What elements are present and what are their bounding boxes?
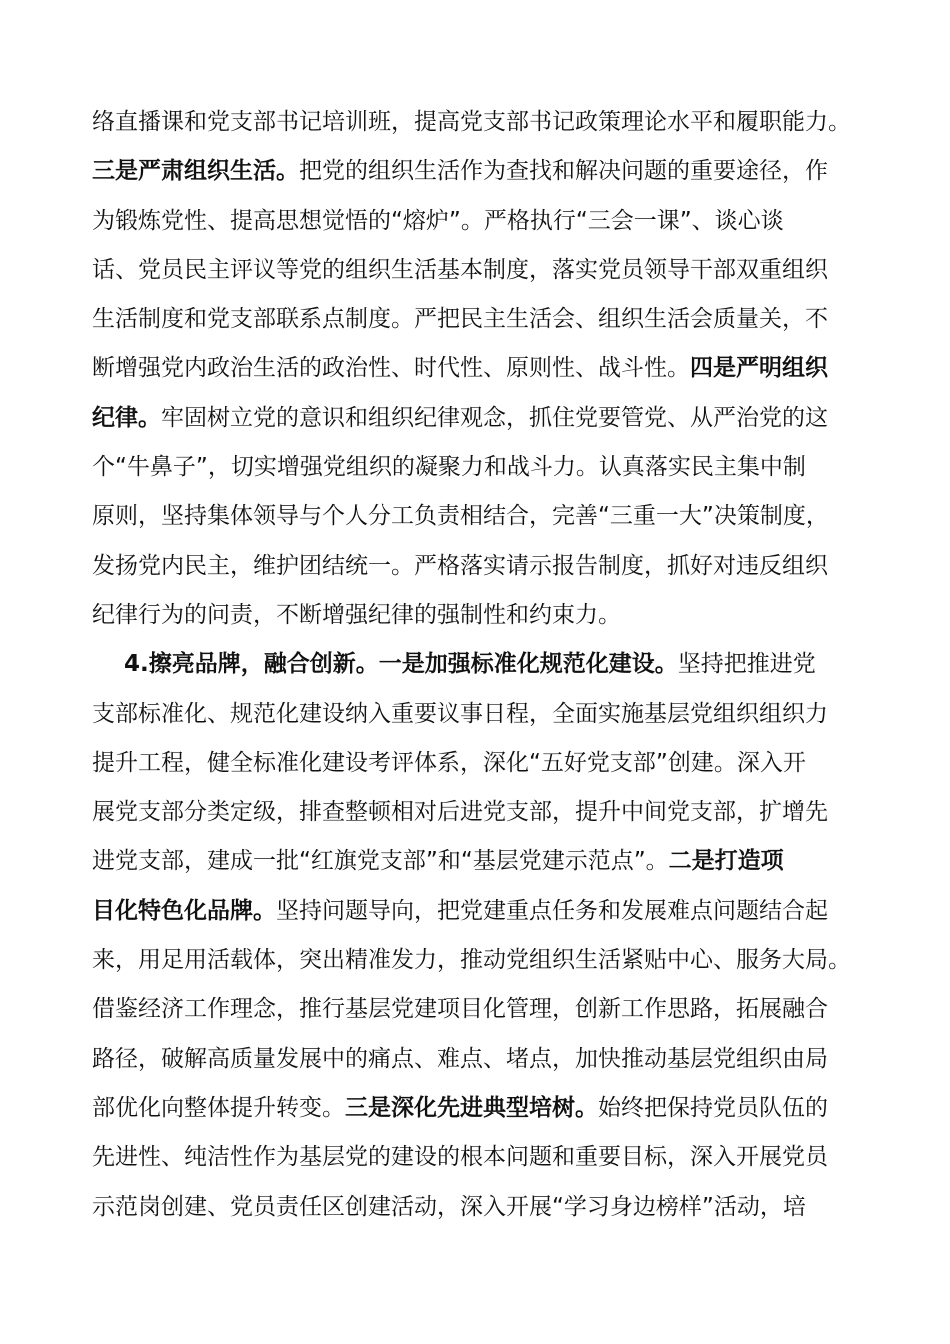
bold-heading-text: 四是严明组织: [690, 355, 828, 382]
text-line: [92, 492, 860, 541]
bold-heading-text: 二是打造项: [668, 848, 784, 875]
text-line: [92, 1084, 860, 1133]
text-line: [92, 98, 860, 147]
paragraph-text: 原则，坚持集体领导与个人分工负责相结合，完善“三重一大”决策制度，: [92, 503, 829, 530]
text-line: [92, 197, 860, 246]
paragraph-text: 断增强党内政治生活的政治性、时代性、原则性、战斗性。: [92, 355, 690, 382]
bold-heading-text: 三是深化先进典型培树。: [345, 1094, 598, 1121]
paragraph-text: 络直播课和党支部书记培训班，提高党支部书记政策理论水平和履职能力。: [92, 109, 851, 135]
text-line: [92, 690, 860, 739]
paragraph-text: 为锻炼党性、提高思想觉悟的“熔炉”。严格执行“三会一课”、谈心谈: [92, 207, 784, 234]
paragraph-text: 借鉴经济工作理念，推行基层党建项目化管理，创新工作思路，拓展融合: [92, 996, 828, 1023]
paragraph-text: 展党支部分类定级，排查整顿相对后进党支部，提升中间党支部，扩增先: [92, 799, 828, 826]
text-line: [92, 739, 860, 788]
text-line: [92, 936, 860, 985]
text-line: [92, 394, 860, 443]
text-line: [92, 887, 860, 936]
text-line: [92, 640, 860, 689]
paragraph-text: 纪律行为的问责，不断增强纪律的强制性和约束力。: [92, 601, 621, 628]
bold-heading-text: 目化特色化品牌。: [92, 897, 276, 924]
paragraph-text: 提升工程，健全标准化建设考评体系，深化“五好党支部”创建。深入开: [92, 749, 806, 776]
text-line: [92, 1183, 860, 1232]
paragraph-text: 个“牛鼻子”，切实增强党组织的凝聚力和战斗力。认真落实民主集中制: [92, 454, 806, 481]
bold-heading-text: 三是严肃组织生活。: [92, 158, 299, 185]
text-line: [92, 295, 860, 344]
paragraph-text: 进党支部，建成一批“红旗党支部”和“基层党建示范点”。: [92, 848, 669, 875]
body-text: [92, 98, 860, 1232]
text-line: [92, 1133, 860, 1182]
text-line: [92, 1035, 860, 1084]
paragraph-text: 示范岗创建、党员责任区创建活动，深入开展“学习身边榜样”活动，培: [92, 1193, 806, 1220]
text-line: [92, 837, 860, 886]
text-line: [92, 344, 860, 393]
text-line: [92, 788, 860, 837]
text-line: [92, 591, 860, 640]
text-line: [92, 147, 860, 196]
paragraph-text: 坚持问题导向，把党建重点任务和发展难点问题结合起: [276, 897, 828, 924]
text-line: [92, 542, 860, 591]
paragraph-text: 先进性、纯洁性作为基层党的建设的根本问题和重要目标，深入开展党员: [92, 1144, 828, 1171]
text-line: [92, 985, 860, 1034]
text-line: [92, 443, 860, 492]
paragraph-text: 发扬党内民主，维护团结统一。严格落实请示报告制度，抓好对违反组织: [92, 552, 828, 579]
paragraph-text: 牢固树立党的意识和组织纪律观念，抓住党要管党、从严治党的这: [161, 404, 828, 431]
bold-heading-text: 4.擦亮品牌，融合创新。一是加强标准化规范化建设。: [124, 651, 678, 678]
paragraph-text: 坚持把推进党: [677, 651, 816, 678]
paragraph-text: 来，用足用活载体，突出精准发力，推动党组织生活紧贴中心、服务大局。: [92, 947, 851, 974]
paragraph-text: 部优化向整体提升转变。: [92, 1094, 345, 1121]
paragraph-text: 生活制度和党支部联系点制度。严把民主生活会、组织生活会质量关，不: [92, 306, 828, 333]
paragraph-text: 话、党员民主评议等党的组织生活基本制度，落实党员领导干部双重组织: [92, 256, 828, 283]
paragraph-text: 始终把保持党员队伍的: [598, 1094, 828, 1121]
paragraph-text: 把党的组织生活作为查找和解决问题的重要途径，作: [299, 158, 828, 185]
paragraph-text: 支部标准化、规范化建设纳入重要议事日程，全面实施基层党组织组织力: [92, 700, 828, 727]
paragraph-text: 路径，破解高质量发展中的痛点、难点、堵点，加快推动基层党组织由局: [92, 1045, 828, 1072]
text-line: [92, 246, 860, 295]
bold-heading-text: 纪律。: [92, 404, 161, 431]
